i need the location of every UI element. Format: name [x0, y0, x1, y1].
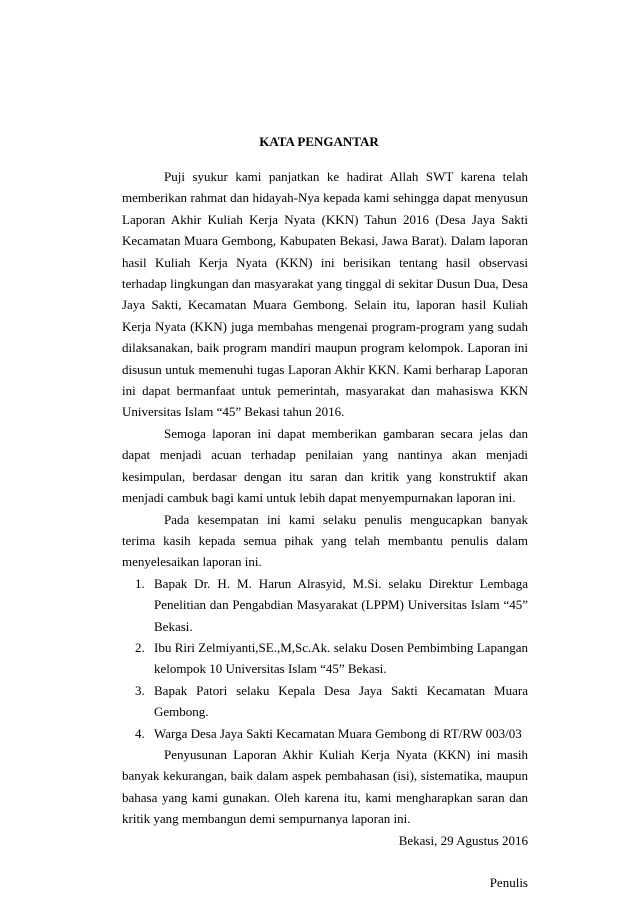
list-item: 1. Bapak Dr. H. M. Harun Alrasyid, M.Si. selaku Direktur Lembaga Penelitian dan Pengabdian Masyarakat (LPPM) Universitas Islam “45” Bekasi.: [148, 573, 528, 637]
paragraph-closing: Penyusunan Laporan Akhir Kuliah Kerja Nyata (KKN) ini masih banyak kekurangan, baik dalam aspek pembahasan (isi), sistematika, maupun bahasa yang kami gunakan. Oleh karena itu, kami mengharapkan saran dan kritik yang membangun demi sempurnanya laporan ini.: [122, 746, 528, 827]
document-title: KATA PENGANTAR: [259, 134, 379, 149]
paragraph-hope: Semoga laporan ini dapat memberikan gambaran secara jelas dan dapat menjadi acuan terhadap penilaian yang nantinya akan menjadi kesimpulan, berdasar dengan itu saran dan kritik yang konstruktif akan menjadi cambuk bagi kami untuk lebih dapat menyempurnakan laporan ini.: [122, 425, 528, 506]
list-item: 4. Warga Desa Jaya Sakti Kecamatan Muara Gembong di RT/RW 003/03: [148, 723, 528, 744]
list-item: 3. Bapak Patori selaku Kepala Desa Jaya Sakti Kecamatan Muara Gembong.: [148, 680, 528, 723]
thanks-list: [122, 573, 528, 744]
list-item: 2. Ibu Riri Zelmiyanti,SE.,M,Sc.Ak. selaku Dosen Pembimbing Lapangan kelompok 10 Universitas Islam “45” Bekasi.: [148, 637, 528, 680]
paragraph-thanks: Pada kesempatan ini kami selaku penulis mengucapkan banyak terima kasih kepada semua pihak yang telah membantu penulis dalam menyelesaikan laporan ini.: [122, 511, 528, 570]
spacer: [122, 851, 528, 872]
document-body: [122, 166, 528, 894]
author-signature: Penulis: [489, 875, 528, 891]
paragraph-intro: Puji syukur kami panjatkan ke hadirat Allah SWT karena telah memberikan rahmat dan hidayah-Nya kepada kami sehingga dapat menyusun Laporan Akhir Kuliah Kerja Nyata (KKN) Tahun 2016 (Desa Jaya Sakti Kecamatan Muara Gembong, Kabupaten Bekasi, Jawa Barat). Dalam laporan hasil Kuliah Kerja Nyata (KKN) ini berisikan tentang hasil observasi terhadap lingkungan dan masyarakat yang tinggal di sekitar Dusun Dua, Desa Jaya Sakti, Kecamatan Muara Gembong. Selain itu, laporan hasil Kuliah Kerja Nyata (KKN) juga membahas mengenai program-program yang sudah dilaksanakan, baik program mandiri maupun program kelompok. Laporan ini disusun untuk memenuhi tugas Laporan Akhir KKN. Kami berharap Laporan ini dapat bermanfaat untuk pemerintah, masyarakat dan mahasiswa KKN Universitas Islam “45” Bekasi tahun 2016.: [122, 169, 528, 420]
place-date: Bekasi, 29 Agustus 2016: [398, 832, 528, 848]
